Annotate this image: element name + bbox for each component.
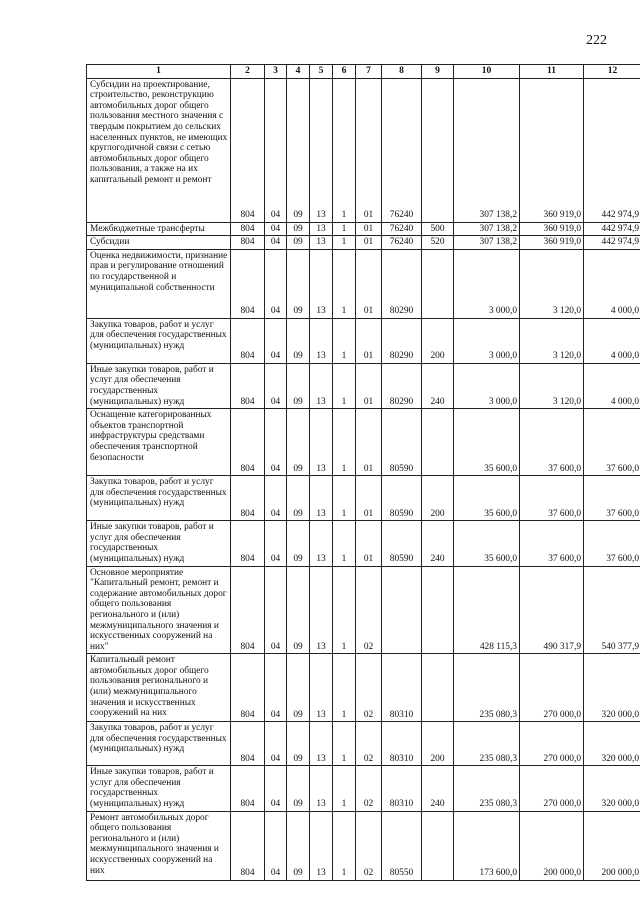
section-code: 804 [231, 409, 265, 476]
header-cell: 9 [422, 65, 454, 79]
section-code: 804 [231, 654, 265, 722]
section-code: 804 [231, 476, 265, 521]
expense-type-code: 200 [422, 722, 454, 766]
expense-type-code [422, 249, 454, 318]
subsection2-code: 09 [287, 363, 310, 408]
table-row [87, 409, 640, 476]
value-2022: 37 600,0 [520, 521, 584, 566]
event-code: 01 [356, 222, 382, 236]
event-code: 02 [356, 654, 382, 722]
subsection-code: 04 [265, 521, 287, 566]
table-row [87, 811, 640, 880]
value-2022: 3 120,0 [520, 249, 584, 318]
table-row [87, 363, 640, 408]
program-code: 13 [310, 318, 333, 363]
subprogram-code: 1 [333, 249, 356, 318]
value-2021: 428 115,3 [454, 566, 520, 654]
subsection-code: 04 [265, 566, 287, 654]
event-code: 01 [356, 249, 382, 318]
subsection-code: 04 [265, 476, 287, 521]
direction-code: 80590 [382, 409, 422, 476]
table-row [87, 222, 640, 236]
section-code: 804 [231, 318, 265, 363]
subsection2-code: 09 [287, 236, 310, 250]
direction-code: 76240 [382, 78, 422, 222]
subsection-code: 04 [265, 766, 287, 811]
row-name: Основное мероприятие "Капитальный ремонт, ремонт и содержание автомобильных дорог общего пользования регионального и (или) межмуниципального значения и искусственных сооружений на них" [87, 566, 231, 654]
table-row [87, 249, 640, 318]
subsection2-code: 09 [287, 811, 310, 880]
value-2023: 200 000,0 [584, 811, 640, 880]
subsection2-code: 09 [287, 318, 310, 363]
section-code: 804 [231, 566, 265, 654]
subsection-code: 04 [265, 78, 287, 222]
program-code: 13 [310, 476, 333, 521]
subsection2-code: 09 [287, 222, 310, 236]
value-2023: 37 600,0 [584, 521, 640, 566]
value-2022: 490 317,9 [520, 566, 584, 654]
row-name: Иные закупки товаров, работ и услуг для обеспечения государственных (муниципальных) нужд [87, 766, 231, 811]
value-2023: 442 974,9 [584, 78, 640, 222]
event-code: 01 [356, 363, 382, 408]
value-2023: 540 377,9 [584, 566, 640, 654]
value-2023: 37 600,0 [584, 476, 640, 521]
subsection-code: 04 [265, 811, 287, 880]
direction-code: 76240 [382, 236, 422, 250]
subsection2-code: 09 [287, 722, 310, 766]
subsection2-code: 09 [287, 476, 310, 521]
row-name: Субсидии [87, 236, 231, 250]
table-row [87, 318, 640, 363]
event-code: 01 [356, 521, 382, 566]
expense-type-code: 520 [422, 236, 454, 250]
row-name: Ремонт автомобильных дорог общего пользования регионального и (или) межмуниципального значения и искусственных сооружений на них [87, 811, 231, 880]
expense-type-code: 200 [422, 476, 454, 521]
subprogram-code: 1 [333, 318, 356, 363]
value-2022: 200 000,0 [520, 811, 584, 880]
value-2022: 270 000,0 [520, 654, 584, 722]
direction-code: 80290 [382, 318, 422, 363]
subsection2-code: 09 [287, 521, 310, 566]
subsection2-code: 09 [287, 409, 310, 476]
value-2021: 3 000,0 [454, 249, 520, 318]
value-2021: 235 080,3 [454, 766, 520, 811]
value-2022: 270 000,0 [520, 766, 584, 811]
subsection2-code: 09 [287, 249, 310, 318]
section-code: 804 [231, 222, 265, 236]
value-2021: 307 138,2 [454, 78, 520, 222]
expense-type-code: 200 [422, 318, 454, 363]
subsection-code: 04 [265, 654, 287, 722]
direction-code: 80590 [382, 476, 422, 521]
value-2023: 4 000,0 [584, 318, 640, 363]
subsection-code: 04 [265, 318, 287, 363]
direction-code: 80310 [382, 766, 422, 811]
header-cell: 7 [356, 65, 382, 79]
program-code: 13 [310, 409, 333, 476]
value-2022: 360 919,0 [520, 222, 584, 236]
event-code: 02 [356, 722, 382, 766]
budget-table [86, 64, 640, 881]
value-2022: 360 919,0 [520, 78, 584, 222]
row-name: Оценка недвижимости, признание прав и регулирование отношений по государственной и муниципальной собственности [87, 249, 231, 318]
subsection-code: 04 [265, 236, 287, 250]
program-code: 13 [310, 78, 333, 222]
value-2023: 442 974,9 [584, 222, 640, 236]
section-code: 804 [231, 722, 265, 766]
value-2023: 4 000,0 [584, 249, 640, 318]
header-cell: 6 [333, 65, 356, 79]
value-2022: 360 919,0 [520, 236, 584, 250]
table-row [87, 566, 640, 654]
direction-code: 80310 [382, 722, 422, 766]
subsection-code: 04 [265, 222, 287, 236]
expense-type-code: 500 [422, 222, 454, 236]
program-code: 13 [310, 766, 333, 811]
value-2022: 3 120,0 [520, 363, 584, 408]
value-2021: 235 080,3 [454, 722, 520, 766]
header-cell: 8 [382, 65, 422, 79]
program-code: 13 [310, 722, 333, 766]
subsection2-code: 09 [287, 766, 310, 811]
header-cell: 4 [287, 65, 310, 79]
value-2021: 307 138,2 [454, 236, 520, 250]
event-code: 02 [356, 566, 382, 654]
section-code: 804 [231, 236, 265, 250]
expense-type-code [422, 811, 454, 880]
section-code: 804 [231, 363, 265, 408]
value-2021: 235 080,3 [454, 654, 520, 722]
section-code: 804 [231, 249, 265, 318]
header-cell: 1 [87, 65, 231, 79]
value-2023: 37 600,0 [584, 409, 640, 476]
row-name: Иные закупки товаров, работ и услуг для обеспечения государственных (муниципальных) нужд [87, 363, 231, 408]
subprogram-code: 1 [333, 78, 356, 222]
value-2023: 320 000,0 [584, 654, 640, 722]
expense-type-code: 240 [422, 521, 454, 566]
value-2023: 320 000,0 [584, 766, 640, 811]
value-2021: 3 000,0 [454, 318, 520, 363]
expense-type-code: 240 [422, 363, 454, 408]
value-2022: 37 600,0 [520, 476, 584, 521]
subprogram-code: 1 [333, 722, 356, 766]
subsection2-code: 09 [287, 654, 310, 722]
subprogram-code: 1 [333, 363, 356, 408]
table-row [87, 521, 640, 566]
header-cell: 2 [231, 65, 265, 79]
row-name: Оснащение категорированных объектов транспортной инфраструктуры средствами обеспечения транспортной безопасности [87, 409, 231, 476]
value-2021: 35 600,0 [454, 409, 520, 476]
table-body [87, 78, 640, 880]
direction-code [382, 566, 422, 654]
section-code: 804 [231, 521, 265, 566]
direction-code: 80550 [382, 811, 422, 880]
subsection-code: 04 [265, 409, 287, 476]
value-2021: 35 600,0 [454, 476, 520, 521]
header-cell: 5 [310, 65, 333, 79]
subsection2-code: 09 [287, 566, 310, 654]
program-code: 13 [310, 236, 333, 250]
header-cell: 12 [584, 65, 640, 79]
section-code: 804 [231, 766, 265, 811]
table-row [87, 476, 640, 521]
expense-type-code [422, 566, 454, 654]
page-number: 222 [586, 33, 607, 48]
expense-type-code [422, 654, 454, 722]
value-2021: 35 600,0 [454, 521, 520, 566]
subprogram-code: 1 [333, 566, 356, 654]
table-row [87, 236, 640, 250]
program-code: 13 [310, 521, 333, 566]
subprogram-code: 1 [333, 409, 356, 476]
direction-code: 80290 [382, 363, 422, 408]
table-row [87, 654, 640, 722]
program-code: 13 [310, 566, 333, 654]
value-2021: 307 138,2 [454, 222, 520, 236]
row-name: Закупка товаров, работ и услуг для обеспечения государственных (муниципальных) нужд [87, 476, 231, 521]
direction-code: 80310 [382, 654, 422, 722]
program-code: 13 [310, 249, 333, 318]
subprogram-code: 1 [333, 222, 356, 236]
program-code: 13 [310, 363, 333, 408]
table-row [87, 78, 640, 222]
event-code: 01 [356, 318, 382, 363]
subsection-code: 04 [265, 363, 287, 408]
subprogram-code: 1 [333, 654, 356, 722]
program-code: 13 [310, 222, 333, 236]
direction-code: 80590 [382, 521, 422, 566]
direction-code: 76240 [382, 222, 422, 236]
section-code: 804 [231, 811, 265, 880]
row-name: Межбюджетные трансферты [87, 222, 231, 236]
event-code: 02 [356, 766, 382, 811]
section-code: 804 [231, 78, 265, 222]
program-code: 13 [310, 811, 333, 880]
row-name: Капитальный ремонт автомобильных дорог общего пользования регионального и (или) межмуниципального значения и искусственных сооружений на них [87, 654, 231, 722]
expense-type-code [422, 78, 454, 222]
subprogram-code: 1 [333, 476, 356, 521]
direction-code: 80290 [382, 249, 422, 318]
expense-type-code [422, 409, 454, 476]
row-name: Субсидии на проектирование, строительство, реконструкцию автомобильных дорог общего пользования местного значения с твердым покрытием до сельских населенных пунктов, не имеющих круглогодичной связи с сетью автомобильных дорог общего пользования, а также на их капитальный ремонт и ремонт [87, 78, 231, 222]
subsection2-code: 09 [287, 78, 310, 222]
value-2021: 173 600,0 [454, 811, 520, 880]
event-code: 01 [356, 476, 382, 521]
value-2021: 3 000,0 [454, 363, 520, 408]
event-code: 01 [356, 409, 382, 476]
subprogram-code: 1 [333, 811, 356, 880]
table-row [87, 722, 640, 766]
row-name: Иные закупки товаров, работ и услуг для обеспечения государственных (муниципальных) нужд [87, 521, 231, 566]
expense-type-code: 240 [422, 766, 454, 811]
program-code: 13 [310, 654, 333, 722]
event-code: 02 [356, 811, 382, 880]
header-cell: 10 [454, 65, 520, 79]
subprogram-code: 1 [333, 521, 356, 566]
header-cell: 3 [265, 65, 287, 79]
value-2023: 442 974,9 [584, 236, 640, 250]
header-cell: 11 [520, 65, 584, 79]
row-name: Закупка товаров, работ и услуг для обеспечения государственных (муниципальных) нужд [87, 722, 231, 766]
subsection-code: 04 [265, 722, 287, 766]
row-name: Закупка товаров, работ и услуг для обеспечения государственных (муниципальных) нужд [87, 318, 231, 363]
value-2022: 3 120,0 [520, 318, 584, 363]
subprogram-code: 1 [333, 766, 356, 811]
event-code: 01 [356, 236, 382, 250]
event-code: 01 [356, 78, 382, 222]
value-2022: 37 600,0 [520, 409, 584, 476]
value-2022: 270 000,0 [520, 722, 584, 766]
value-2023: 4 000,0 [584, 363, 640, 408]
subsection-code: 04 [265, 249, 287, 318]
header-row [87, 65, 640, 79]
value-2023: 320 000,0 [584, 722, 640, 766]
subprogram-code: 1 [333, 236, 356, 250]
table-row [87, 766, 640, 811]
